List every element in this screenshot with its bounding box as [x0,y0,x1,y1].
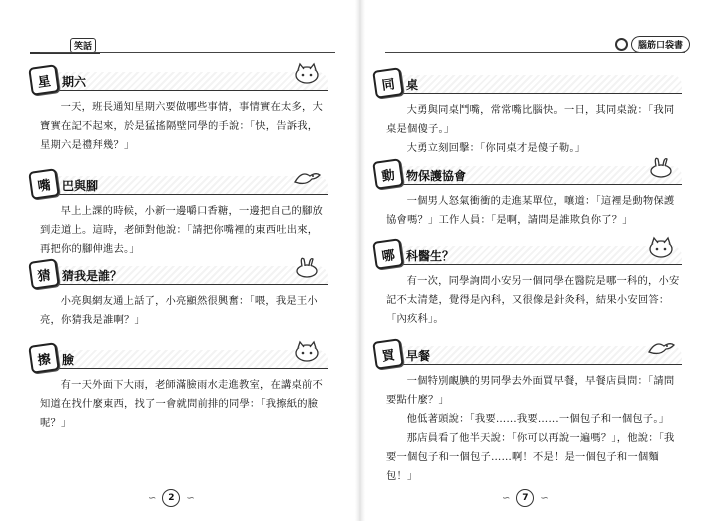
section-body [40,98,325,155]
section-badge: 動 [372,158,404,190]
section-title: 猜我是誰？ [62,269,123,283]
cat-doodle-icon [646,236,676,258]
section-header [38,176,328,195]
section-badge: 嘴 [28,168,60,200]
bird-doodle-icon [292,166,322,188]
section-body [386,372,682,486]
section-badge: 猜 [28,258,60,290]
section-badge: 同 [372,67,404,99]
page-number: 2 [162,489,180,507]
section-title: 巴與腳 [62,179,99,193]
section-title: 桌 [406,78,419,92]
joke-section [0,266,360,330]
paragraph: 有一天外面下大雨，老師滿臉雨水走進教室，在講桌前不知道在找什麼東西，找了一會就問前排的同學：「我擦紙的臉呢？」 [40,379,324,429]
right-running-head [615,36,690,53]
section-body [40,202,325,259]
section-title: 物保護協會 [406,169,467,183]
section-title: 科醫生？ [406,249,455,263]
section-title: 早餐 [406,349,431,363]
section-body [40,376,325,433]
paragraph: 有一次，同學詢問小安另一個同學在醫院是哪一科的，小安記不太清楚，覺得是內科，又很像是針灸科，結果小安回答：「內疚科」。 [386,275,680,325]
section-body [386,101,682,158]
left-page-number [148,489,195,507]
paragraph: 早上上課的時候，小新一邊嚼口香糖，一邊把自己的腳放到走道上。這時，老師對他說：「請把你嘴裡的東西吐出來，再把你的腳伸進去。」 [40,205,324,255]
header-rule [385,52,685,53]
joke-section [360,75,720,158]
joke-section [0,350,360,433]
section-badge: 星 [28,64,60,96]
section-header [38,350,328,369]
rabbit-doodle-icon [292,256,322,278]
header-rule [40,52,335,53]
rabbit-doodle-icon [646,156,676,178]
section-header [382,346,682,365]
joke-section [360,166,720,230]
section-badge: 哪 [372,238,404,270]
paragraph: 大勇立刻回擊：「你同桌才是傻子勒。」 [406,142,586,154]
flourish-icon: ∽ [502,492,511,504]
section-badge: 買 [372,338,404,370]
right-page-number [502,489,549,507]
section-header [38,266,328,285]
bird-doodle-icon [646,336,676,358]
page-number: 7 [516,489,534,507]
cat-doodle-icon [292,62,322,84]
paragraph: 小亮與網友通上話了，小亮顯然很興奮：「喂，我是王小亮，你猜我是誰啊？」 [40,295,318,326]
flourish-icon: ∽ [540,492,549,504]
section-title: 期六 [62,75,87,89]
flourish-icon: ∽ [148,492,157,504]
joke-section [360,246,720,329]
flourish-icon: ∽ [186,492,195,504]
right-running-head-label: 腦筋口袋書 [631,36,690,53]
paragraph: 一個特別靦腆的男同學去外面買早餐，早餐店員問：「請問要點什麼？」 [386,375,675,406]
section-header [382,75,682,94]
section-body [386,192,682,230]
section-title: 臉 [62,353,75,367]
paragraph: 一個男人怒氣衝衝的走進某單位，嚷道：「這裡是動物保護協會嗎？」工作人員：「是啊，請問是誰欺負你了？」 [386,195,675,226]
joke-section [0,72,360,155]
section-header [38,72,328,91]
paragraph: 一天，班長通知星期六要做哪些事情，事情實在太多，大寶實在記不起來，於是猛搖隔壁同學的手說：「快，告訴我，星期六是禮拜幾？」 [40,101,324,151]
section-body [40,292,325,330]
cat-doodle-icon [292,340,322,362]
paragraph: 那店員看了他半天說：「你可以再說一遍嗎？」，他說：「我要一個包子和一個包子……啊！不是！是一個包子和一個麵包！」 [386,432,675,482]
joke-section [0,176,360,259]
pin-icon [615,38,628,51]
joke-section [360,346,720,486]
section-header [382,246,682,265]
section-body [386,272,682,329]
left-running-head-label: 笑話 [70,38,96,53]
section-header [382,166,682,185]
section-badge: 擦 [28,342,60,374]
right-page [360,0,720,521]
paragraph: 大勇與同桌鬥嘴，常常嘴比腦快。一日，其同桌說：「我同桌是個傻子。」 [386,104,675,135]
paragraph: 他低著頭說：「我要……我要……一個包子和一個包子。」 [406,413,670,425]
